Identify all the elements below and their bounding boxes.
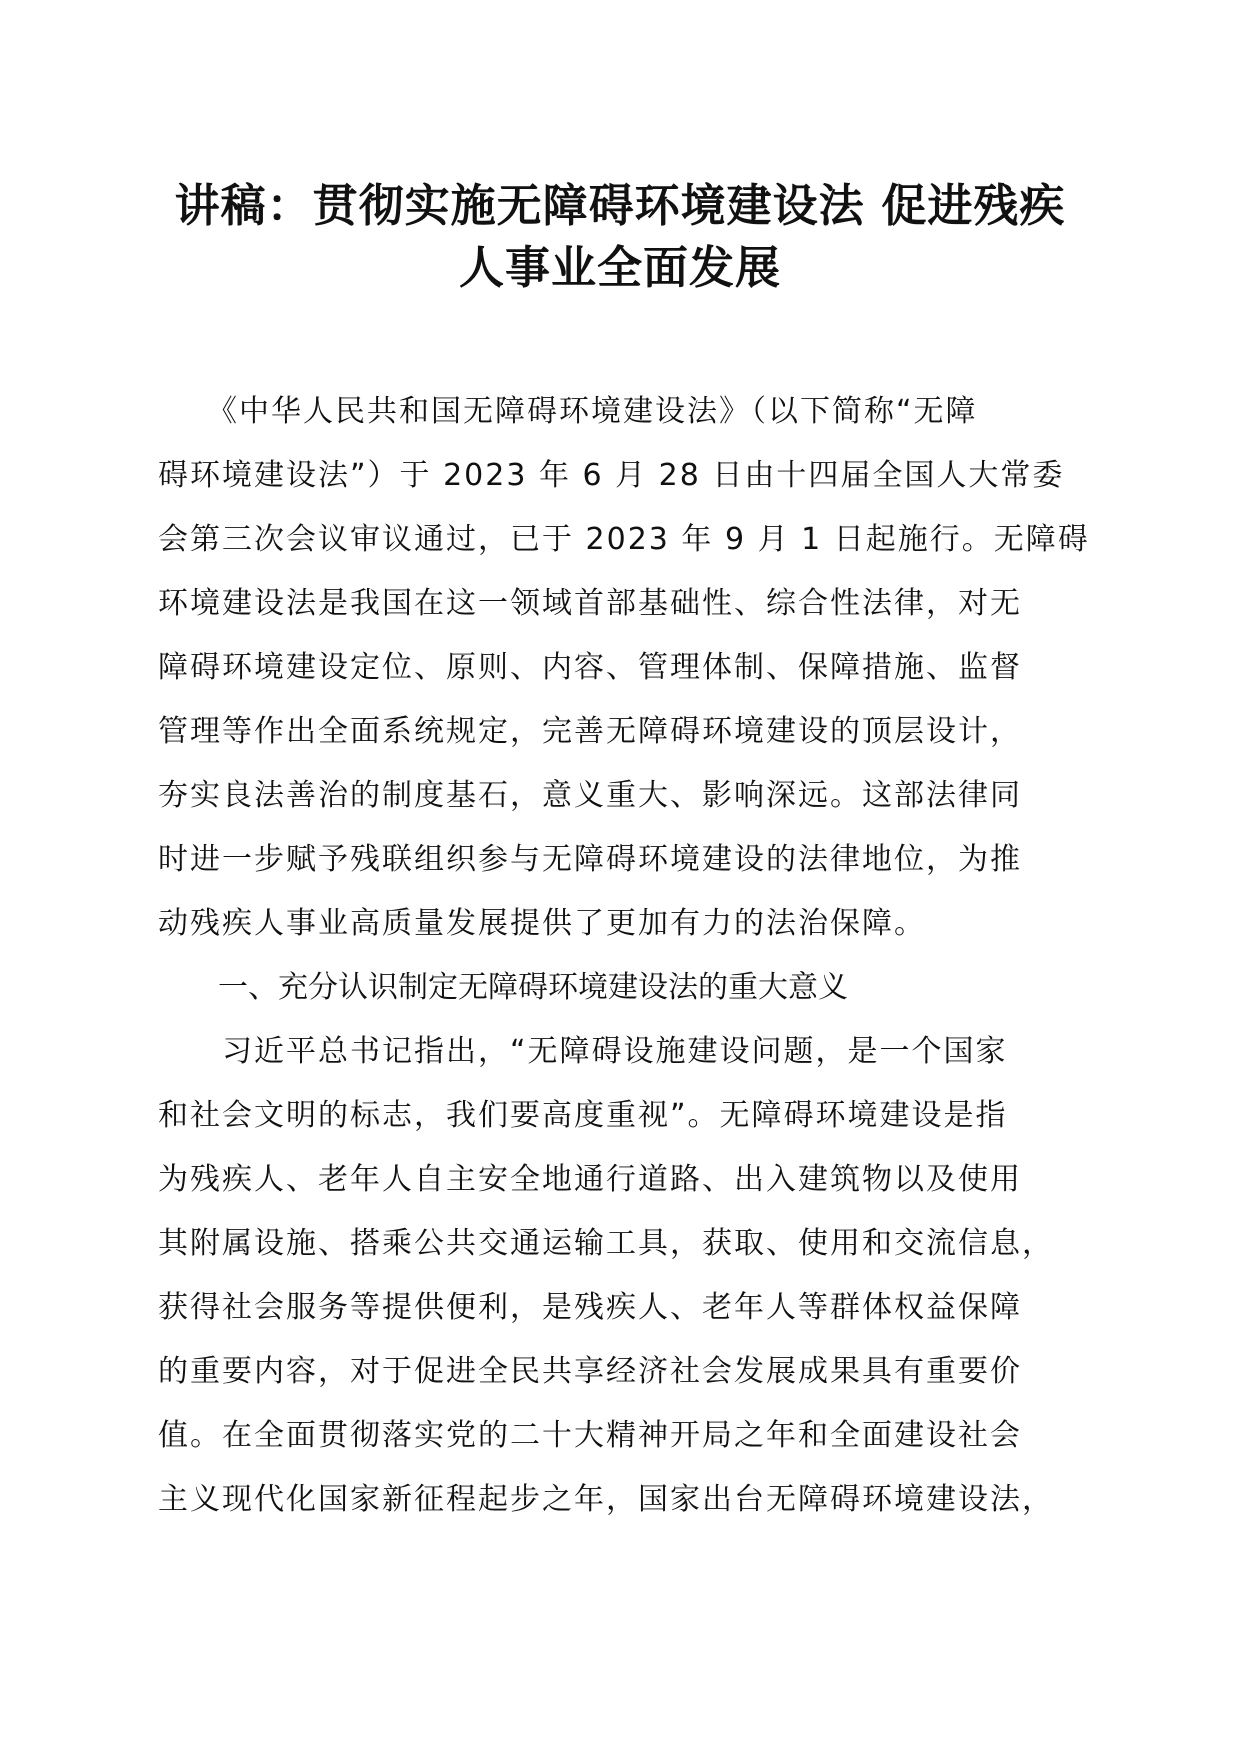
paragraph-line: 和社会文明的标志，我们要高度重视”。无障碍环境建设是指 — [158, 1098, 1008, 1133]
paragraph-line: 碍环境建设法”）于 2023 年 6 月 28 日由十四届全国人大常委 — [158, 458, 1065, 493]
title-line-1: 讲稿：贯彻实施无障碍环境建设法 促进残疾 — [174, 179, 1066, 232]
paragraph-line: 夯实良法善治的制度基石，意义重大、影响深远。这部法律同 — [158, 778, 1022, 813]
paragraph-line: 其附属设施、搭乘公共交通运输工具，获取、使用和交流信息， — [158, 1226, 1054, 1261]
paragraph-line: 值。在全面贯彻落实党的二十大精神开局之年和全面建设社会 — [158, 1418, 1022, 1453]
paragraph-line: 障碍环境建设定位、原则、内容、管理体制、保障措施、监督 — [158, 650, 1022, 685]
paragraph-line: 习近平总书记指出，“无障碍设施建设问题，是一个国家 — [158, 1034, 1008, 1069]
title-line-2: 人事业全面发展 — [458, 241, 781, 294]
paragraph-line: 会第三次会议审议通过，已于 2023 年 9 月 1 日起施行。无障碍 — [158, 522, 1090, 557]
paragraph-line: 时进一步赋予残联组织参与无障碍环境建设的法律地位，为推 — [158, 842, 1022, 877]
document-title — [150, 175, 1090, 299]
paragraph-intro — [158, 380, 1090, 956]
paragraph-line: 主义现代化国家新征程起步之年，国家出台无障碍环境建设法， — [158, 1482, 1054, 1517]
paragraph-line: 动残疾人事业高质量发展提供了更加有力的法治保障。 — [158, 906, 926, 941]
paragraph-line: 的重要内容，对于促进全民共享经济社会发展成果具有重要价 — [158, 1354, 1022, 1389]
paragraph-line: 《中华人民共和国无障碍环境建设法》（以下简称“无障 — [158, 394, 978, 429]
paragraph-line: 环境建设法是我国在这一领域首部基础性、综合性法律，对无 — [158, 586, 1022, 621]
paragraph-line: 管理等作出全面系统规定，完善无障碍环境建设的顶层设计， — [158, 714, 1022, 749]
section-heading-1: 一、充分认识制定无障碍环境建设法的重大意义 — [158, 970, 848, 1005]
paragraph-significance — [158, 1020, 1058, 1532]
paragraph-line: 获得社会服务等提供便利，是残疾人、老年人等群体权益保障 — [158, 1290, 1022, 1325]
document-body — [158, 380, 1090, 1532]
paragraph-line: 为残疾人、老年人自主安全地通行道路、出入建筑物以及使用 — [158, 1162, 1022, 1197]
